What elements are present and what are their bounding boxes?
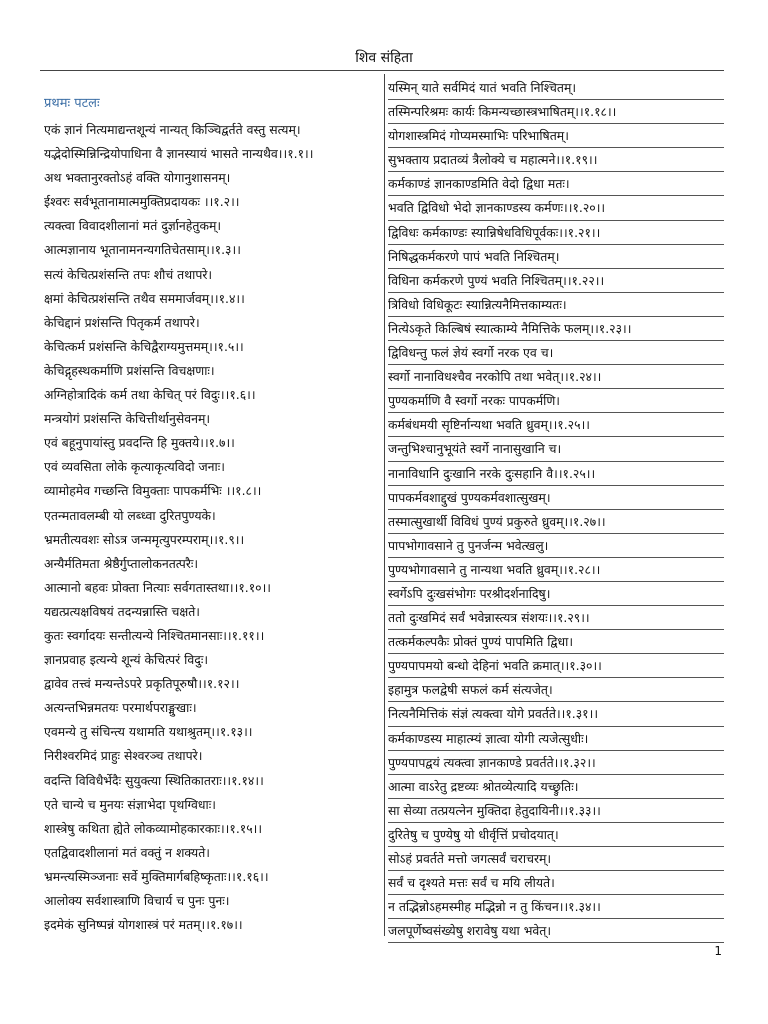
verse-line: नित्येऽकृते किल्बिषं स्यात्काम्ये नैमित्तिके फलम्।।१.२३।।	[388, 317, 724, 341]
chapter-title: प्रथमः पटलः	[44, 96, 100, 111]
verse-line: पुण्यकर्माणि वै स्वर्गो नरकः पापकर्मणि।	[388, 389, 724, 413]
verse-line: दुरितेषु च पुण्येषु यो धीर्वृत्तिं प्रचोदयात्।	[388, 823, 724, 847]
verse-line: स्वर्गो नानाविधश्चैव नरकोपि तथा भवेत्।।१.२४।।	[388, 365, 724, 389]
verse-line: सर्वं च दृश्यते मत्तः सर्वं च मयि लीयते।	[388, 871, 724, 895]
verse-line: तस्मिन्परिश्रमः कार्यः किमन्यच्छास्त्रभाषितम्।।१.१८।।	[388, 100, 724, 124]
verse-line: नानाविधानि दुःखानि नरके दुःसहानि वै।।१.२५।।	[388, 462, 724, 486]
verse-line: योगशास्त्रमिदं गोप्यमस्माभिः परिभाषितम्।	[388, 124, 724, 148]
verse-line: सोऽहं प्रवर्तते मत्तो जगत्सर्वं चराचरम्।	[388, 847, 724, 871]
verse-line: भ्रमतीत्यवशः सोऽत्र जन्ममृत्युपरम्पराम्।।१.९।।	[44, 531, 245, 547]
left-column	[44, 118, 380, 937]
verse-line: न तद्भिन्नोऽहमस्मीह मद्भिन्नो न तु किंचन।।१.३४।।	[388, 895, 724, 919]
verse-line: एतन्मतावलम्बी यो लब्ध्वा दुरितपुण्यके।	[44, 507, 216, 523]
verse-line: ईश्वरः सर्वभूतानामात्ममुक्तिप्रदायकः ।।१.२।।	[44, 194, 240, 210]
verse-line: जन्तुभिश्चानुभूयंते स्वर्गे नानासुखानि च।	[388, 437, 724, 461]
verse-line: विधिना कर्मकरणे पुण्यं भवति निश्चितम्।।१.२२।।	[388, 269, 724, 293]
verse-line: यस्मिन् याते सर्वमिदं यातं भवति निश्चितम्।	[388, 76, 724, 100]
verse-line: नित्यनैमित्तिकं संज्ञं त्यक्त्वा योगे प्रवर्तते।।१.३१।।	[388, 702, 724, 726]
verse-line: सुभक्ताय प्रदातव्यं त्रैलोक्ये च महात्मने।।१.१९।।	[388, 148, 724, 172]
verse-line: तस्मात्सुखार्थी विविधं पुण्यं प्रकुरुते ध्रुवम्।।१.२७।।	[388, 510, 724, 534]
verse-line: व्यामोहमेव गच्छन्ति विमुक्ताः पापकर्मभिः ।।१.८।।	[44, 483, 262, 499]
verse-line: स्वर्गेऽपि दुःखसंभोगः परश्रीदर्शनादिषु।	[388, 582, 724, 606]
verse-line: केचिद्गृहस्थकर्माणि प्रशंसन्ति विचक्षणाः।	[44, 362, 215, 378]
verse-line: भवति द्विविधो भेदो ज्ञानकाण्डस्य कर्मणः।।१.२०।।	[388, 196, 724, 220]
verse-line: त्यक्त्वा विवादशीलानां मतं दुर्ज्ञानहेतुकम्।	[44, 218, 222, 234]
verse-line: एकं ज्ञानं नित्यमाद्यन्तशून्यं नान्यत् किञ्चिद्वर्तते वस्तु सत्यम्।	[44, 122, 301, 137]
verse-line: त्रिविधो विधिकूटः स्यान्नित्यनैमित्तकाम्यतः।	[388, 293, 724, 317]
verse-line: एवं व्यवसिता लोके कृत्याकृत्यविदो जनाः।	[44, 459, 225, 475]
verse-line: ततो दुःखमिदं सर्वं भवेन्नास्त्यत्र संशयः।।१.२९।।	[388, 606, 724, 630]
verse-line: तत्कर्मकल्पकैः प्रोक्तं पुण्यं पापमिति द्विधा।	[388, 630, 724, 654]
verse-line: इहामुत्र फलद्वेषी सफलं कर्म संत्यजेत्।	[388, 678, 724, 702]
verse-line: एवमन्ये तु संचिन्त्य यथामति यथाश्रुतम्।।१.१३।।	[44, 724, 253, 740]
verse-line: द्विविधन्तु फलं ज्ञेयं स्वर्गो नरक एव च।	[388, 341, 724, 365]
verse-line: द्विविधः कर्मकाण्डः स्यान्निषेधविधिपूर्वकः।।१.२१।।	[388, 221, 724, 245]
verse-line: अग्निहोत्रादिकं कर्म तथा केचित् परं विदुः।।१.६।।	[44, 387, 256, 403]
verse-line: आत्मज्ञानाय भूतानामनन्यगतिचेतसाम्।।१.३।।	[44, 242, 241, 258]
verse-line: एवं बहूनुपायांस्तु प्रवदन्ति हि मुक्तये।।१.७।।	[44, 435, 235, 451]
column-divider	[384, 74, 385, 936]
verse-line: कर्मकाण्डस्य माहात्म्यं ज्ञात्वा योगी त्यजेत्सुधीः।	[388, 727, 724, 751]
verse-line: पुण्यपापमयो बन्धो देहिनां भवति क्रमात्।।१.३०।।	[388, 654, 724, 678]
verse-line: अन्यैर्मतिमता श्रेष्ठैर्गुप्तालोकनतत्परैः।	[44, 555, 199, 571]
verse-line: निरीश्वरमिदं प्राहुः सेश्वरञ्च तथापरे।	[44, 748, 203, 764]
verse-line: शास्त्रेषु कथिता ह्येते लोकव्यामोहकारकाः।।१.१५।।	[44, 820, 263, 836]
verse-line: निषिद्धकर्मकरणे पापं भवति निश्चितम्।	[388, 245, 724, 269]
verse-line: ज्ञानप्रवाह इत्यन्ये शून्यं केचित्परं विदुः।	[44, 652, 209, 668]
verse-line: पुण्यभोगावसाने तु नान्यथा भवति ध्रुवम्।।१.२८।।	[388, 558, 724, 582]
verse-line: जलपूर्णेष्वसंख्येषु शरावेषु यथा भवेत्।	[388, 919, 724, 943]
verse-line: कर्मकाण्डं ज्ञानकाण्डमिति वेदो द्विधा मतः।	[388, 172, 724, 196]
verse-line: केचित्कर्म प्रशंसन्ति केचिद्वैराग्यमुत्तमम्।।१.५।।	[44, 338, 244, 354]
verse-line: यद्यत्प्रत्यक्षविषयं तदन्यन्नास्ति चक्षते।	[44, 603, 200, 619]
verse-line: पापभोगावसाने तु पुनर्जन्म भवेत्खलु।	[388, 534, 724, 558]
page-header: शिव संहिता	[355, 50, 413, 66]
verse-line: आत्मा वाऽरेतु द्रष्टव्यः श्रोतव्येत्यादि यच्छ्रुतिः।	[388, 775, 724, 799]
verse-line: मन्त्रयोगं प्रशंसन्ति केचित्तीर्थानुसेवनम्।	[44, 411, 211, 427]
verse-line: अथ भक्तानुरक्तोऽहं वक्ति योगानुशासनम्।	[44, 170, 231, 186]
header-rule	[40, 70, 724, 71]
verse-line: पुण्यपापद्वयं त्यक्त्वा ज्ञानकाण्डे प्रवर्तते।।१.३२।।	[388, 751, 724, 775]
verse-line: आलोक्य सर्वशास्त्राणि विचार्य च पुनः पुनः।	[44, 893, 230, 908]
verse-line: कुतः स्वर्गादयः सन्तीत्यन्ये निश्चितमानसाः।।१.११।।	[44, 627, 265, 643]
verse-line: यद्भेदोस्मिन्निन्द्रियोपाधिना वै ज्ञानस्यायं भासते नान्यथैव।।१.१।।	[44, 146, 314, 162]
verse-line: वदन्ति विविधैर्भेदैः सुयुक्त्या स्थितिकातराः।।१.१४।।	[44, 772, 264, 788]
page-number: 1	[714, 944, 722, 958]
verse-line: एते चान्ये च मुनयः संज्ञाभेदा पृथग्विधाः।	[44, 796, 216, 812]
verse-line: क्षमां केचित्प्रशंसन्ति तथैव सममार्जवम्।।१.४।।	[44, 290, 245, 306]
verse-line: सत्यं केचित्प्रशंसन्ति तपः शौचं तथापरे।	[44, 266, 213, 282]
verse-line: पापकर्मवशाद्दुखं पुण्यकर्मवशात्सुखम्।	[388, 486, 724, 510]
verse-line: द्वावेव तत्त्वं मन्यन्तेऽपरे प्रकृतिपूरुषौ।।१.१२।।	[44, 676, 240, 692]
verse-line: केचिद्दानं प्रशंसन्ति पितृकर्म तथापरे।	[44, 314, 200, 330]
verse-line: सा सेव्या तत्प्रयत्नेन मुक्तिदा हेतुदायिनी।।१.३३।।	[388, 799, 724, 823]
verse-line: कर्मबंधमयी सृष्टिर्नान्यथा भवति ध्रुवम्।।१.२५।।	[388, 413, 724, 437]
verse-line: भ्रमन्त्यस्मिञ्जनाः सर्वे मुक्तिमार्गबहिष्कृताः।।१.१६।।	[44, 868, 269, 884]
verse-line: एतद्विवादशीलानां मतं वक्तुं न शक्यते।	[44, 844, 210, 860]
verse-line: अत्यन्तभिन्नमतयः परमार्थपराङ्मुखाः।	[44, 700, 197, 716]
verse-line: इदमेकं सुनिष्पन्नं योगशास्त्रं परं मतम्।।१.१७।।	[44, 917, 243, 933]
right-column	[388, 76, 724, 943]
verse-line: आत्मानो बहवः प्रोक्ता नित्याः सर्वगतास्तथा।।१.१०।।	[44, 579, 271, 595]
